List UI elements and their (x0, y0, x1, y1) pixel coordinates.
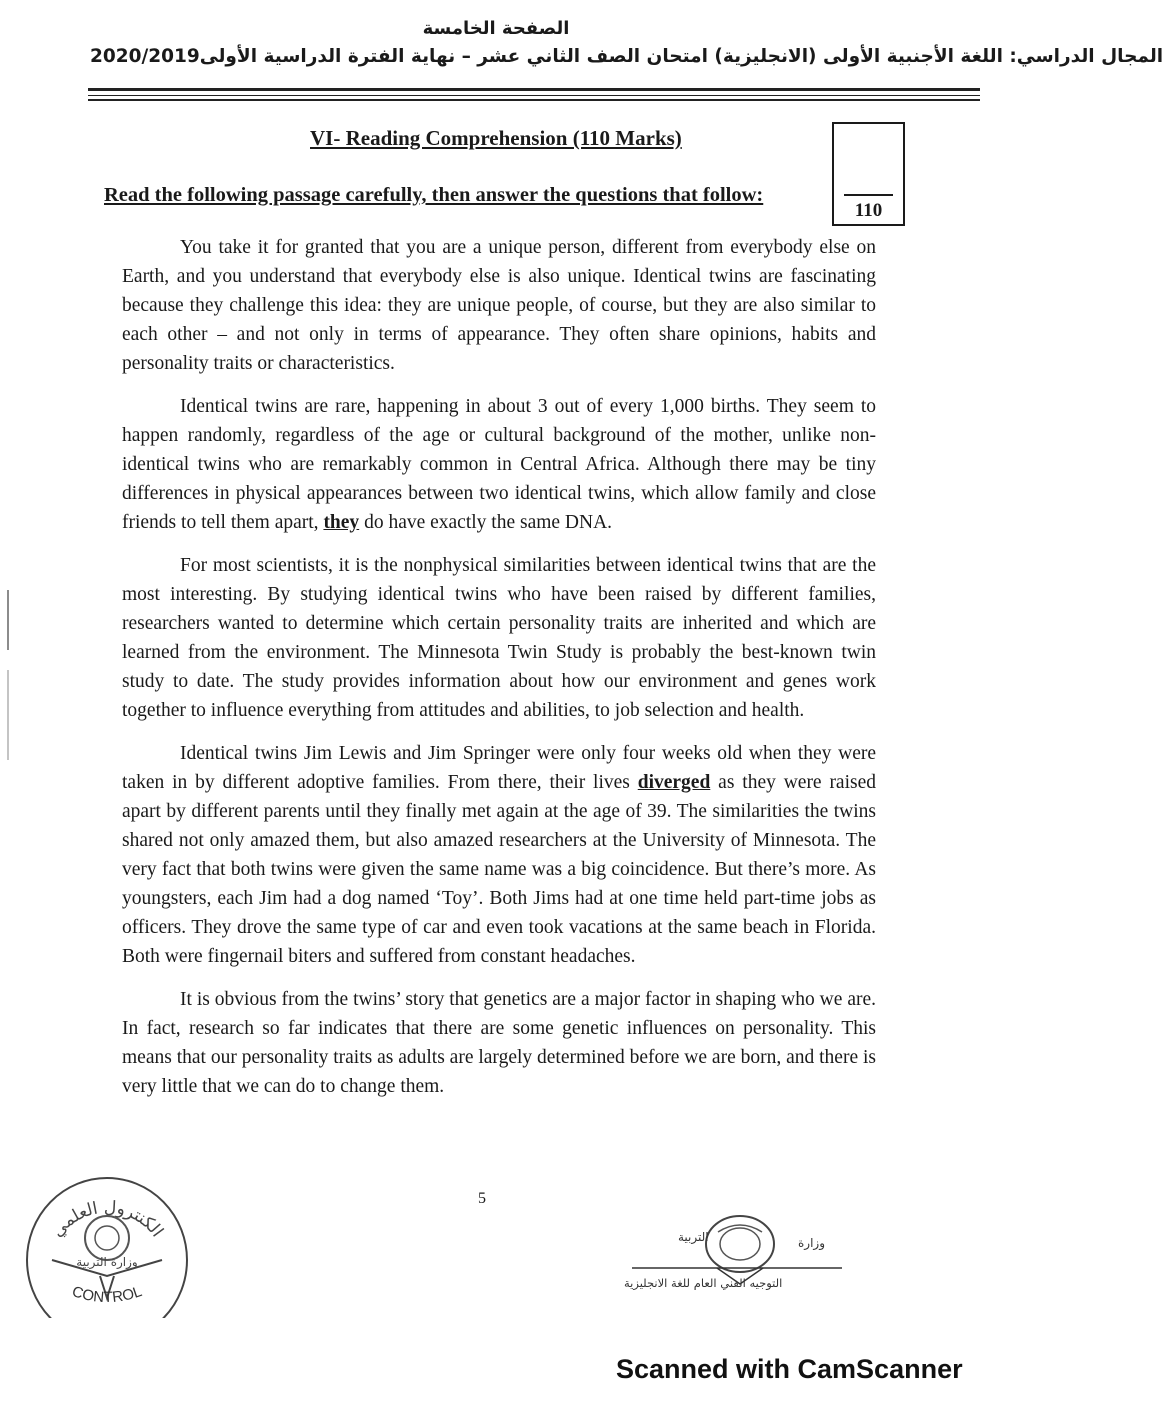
exam-header (90, 46, 1163, 67)
control-seal-left (22, 1168, 192, 1318)
paragraph-2: Identical twins are rare, happening in about 3 out of every 1,000 births. They seem to happen randomly, regardless of the age or cultural background of the mother, unlike non-identical twins who are remarkably common in Central Africa. Although there may be tiny differences in physical appearances between two identical twins, which allow family and close friends to tell them apart, they do have exactly the same DNA. (122, 396, 876, 533)
paragraph-5: It is obvious from the twins’ story that genetics are a major factor in shaping who we are. In fact, research so far indicates that there are some genetic influences on personality. This means that our personality traits as adults are largely determined before we are born, and there is very little that we can do to change them. (122, 989, 876, 1097)
header-rule-middle (88, 95, 980, 96)
control-seal-icon (22, 1168, 192, 1318)
instruction: Read the following passage carefully, then answer the questions that follow: (104, 184, 764, 206)
score-total: 110 (854, 200, 883, 221)
header-year: 2020/2019 (90, 46, 200, 67)
stamp-label-education: التربية (678, 1230, 709, 1244)
stamp-label-ministry: وزارة (798, 1236, 826, 1250)
page-number: 5 (478, 1190, 486, 1207)
inspectorate-stamp-right (622, 1210, 852, 1304)
header-rule-top (88, 88, 980, 91)
svg-text:الكنترول العلمي: الكنترول العلمي (47, 1197, 168, 1242)
header-subject: المجال الدراسي: اللغة الأجنبية الأولى (الانجليزية) امتحان الصف الثاني عشر – نهاية الفترة الدراسية الأولى (199, 46, 1163, 67)
margin-marks (0, 590, 20, 790)
reading-passage (122, 233, 876, 1115)
page-label: الصفحة الخامسة (422, 18, 570, 39)
svg-text:وزارة التربية: وزارة التربية (76, 1255, 138, 1269)
header-rule-bottom (88, 99, 980, 101)
score-box (832, 122, 905, 226)
keyword-diverged: diverged (637, 772, 711, 793)
paragraph-4: Identical twins Jim Lewis and Jim Springer were only four weeks old when they were taken in by different adoptive families. From there, their lives diverged as they were raised apart by different parents until they finally met again at the age of 39. The similarities the twins shared not only amazed them, but also amazed researchers at the University of Minnesota. The very fact that both twins were given the same name was a big coincidence. But there’s more. As youngsters, each Jim had a dog named ‘Toy’. Both Jims had at one time held part-time jobs as officers. They drove the same type of car and even took vacations at the same beach in Florida. Both were fingernail biters and suffered from constant headaches. (122, 743, 877, 967)
section-title: VI- Reading Comprehension (110 Marks) (310, 126, 682, 150)
scanner-watermark: Scanned with CamScanner (616, 1354, 963, 1384)
svg-text:CONTROL: CONTROL (69, 1282, 145, 1307)
keyword-they: they (323, 512, 360, 533)
paragraph-3: For most scientists, it is the nonphysical similarities between identical twins that are the most interesting. By studying identical twins who have been raised by different families, researchers wanted to determine which certain personality traits are inherited and which are learned from the environment. The Minnesota Twin Study is probably the best-known twin study to date. The study provides information about how our environment and genes work together to influence everything from attitudes and abilities, to job selection and health. (122, 555, 876, 721)
stamp-label-inspectorate: التوجيه الفني العام للغة الانجليزية (624, 1276, 783, 1290)
paragraph-1: You take it for granted that you are a unique person, different from everybody else on Earth, and you understand that everybody else is also unique. Identical twins are fascinating because they challenge this idea: they are unique people, of course, but they are also similar to each other – and not only in terms of appearance. They often share opinions, habits and personality traits or characteristics. (122, 237, 876, 374)
score-line (844, 194, 893, 196)
